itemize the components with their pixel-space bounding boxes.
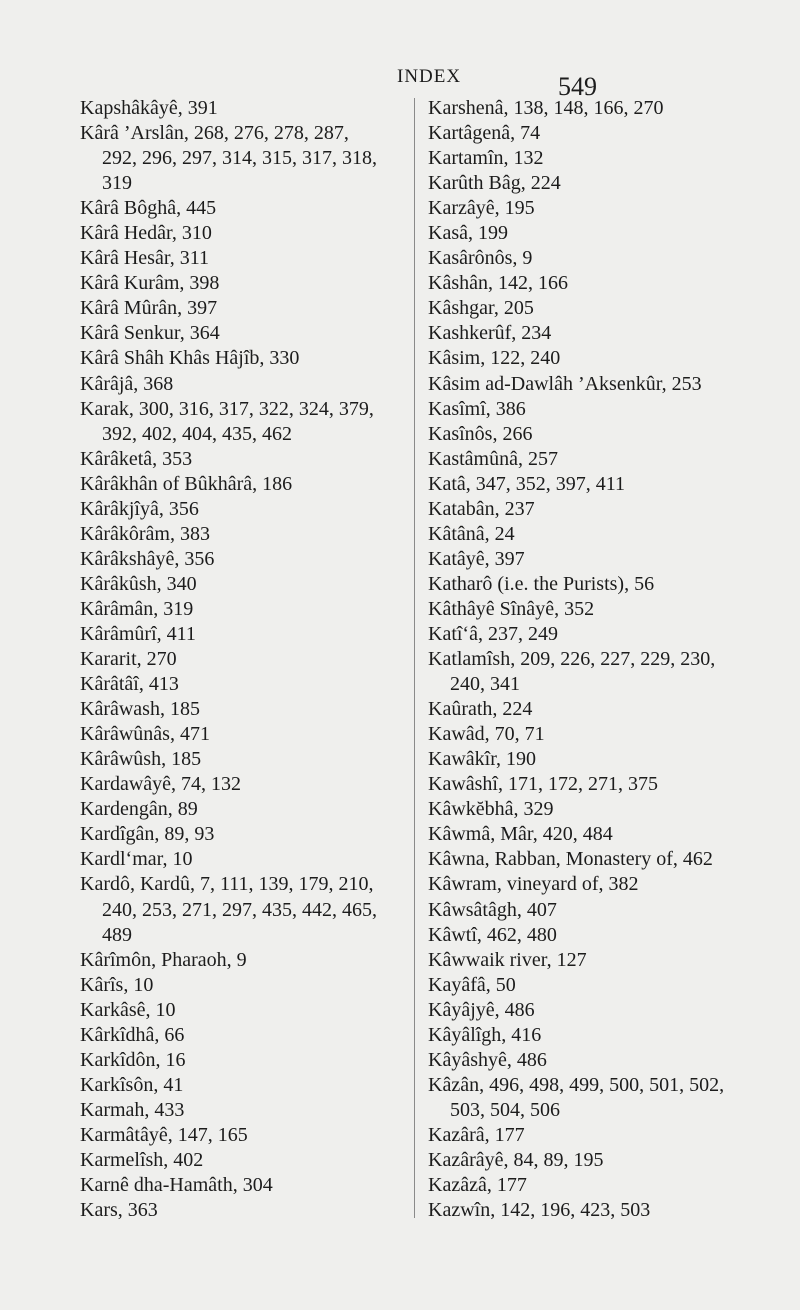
index-line: Kâsim, 122, 240 <box>428 347 561 370</box>
index-line: Kârâ Hesâr, 311 <box>80 247 209 270</box>
index-line: Kârâmûrî, 411 <box>80 622 196 645</box>
index-line: Kasâ, 199 <box>428 222 508 245</box>
index-line: Kâwtî, 462, 480 <box>428 923 557 946</box>
index-line: Kazâzâ, 177 <box>428 1174 527 1197</box>
index-line: Kârâmân, 319 <box>80 597 194 620</box>
index-line: Kârâkhân of Bûkhârâ, 186 <box>80 472 293 495</box>
index-line: Kâwwaik river, 127 <box>428 948 587 971</box>
index-line: Kâshgar, 205 <box>428 297 534 320</box>
running-title: INDEX <box>397 66 462 87</box>
index-line: Kartamîn, 132 <box>428 147 544 170</box>
index-line: Karnê dha-Hamâth, 304 <box>80 1174 273 1197</box>
index-line: Kars, 363 <box>80 1199 158 1222</box>
index-line: Karkâsê, 10 <box>80 998 176 1021</box>
index-line: Kardawâyê, 74, 132 <box>80 773 242 796</box>
index-line: Karmelîsh, 402 <box>80 1148 204 1171</box>
index-line: Kârâ Senkur, 364 <box>80 322 220 345</box>
index-line: Karshenâ, 138, 148, 166, 270 <box>428 97 664 119</box>
index-line: Kârâtâî, 413 <box>80 673 179 696</box>
index-line: Kasârônôs, 9 <box>428 247 533 270</box>
index-line: 240, 253, 271, 297, 435, 442, 465, <box>102 898 377 921</box>
index-line: Kâyâshyê, 486 <box>428 1048 547 1071</box>
index-line: Kârâ ’Arslân, 268, 276, 278, 287, <box>80 122 349 145</box>
index-column-left <box>80 96 410 1223</box>
index-line: Kartâgenâ, 74 <box>428 122 541 145</box>
index-line: Kârâwûsh, 185 <box>80 748 202 771</box>
index-line: Karzâyê, 195 <box>428 197 535 220</box>
index-line: Kazwîn, 142, 196, 423, 503 <box>428 1199 651 1222</box>
index-line: Kazârâyê, 84, 89, 195 <box>428 1148 604 1171</box>
index-line: Kâtânâ, 24 <box>428 522 515 545</box>
index-line: 292, 296, 297, 314, 315, 317, 318, <box>102 147 377 170</box>
page-number: 549 <box>558 72 597 101</box>
index-line: Karûth Bâg, 224 <box>428 172 561 195</box>
index-line: Kâwsâtâgh, 407 <box>428 898 557 921</box>
index-line: Kardengân, 89 <box>80 798 198 821</box>
index-line: Karmâtâyê, 147, 165 <box>80 1123 248 1146</box>
index-line: Kazârâ, 177 <box>428 1123 525 1146</box>
column-divider <box>414 98 415 1218</box>
index-line: Kâsim ad-Dawlâh ’Aksenkûr, 253 <box>428 372 702 395</box>
index-line: Kâwram, vineyard of, 382 <box>428 873 639 896</box>
index-line: Kardîgân, 89, 93 <box>80 823 215 846</box>
index-line: Kâwmâ, Mâr, 420, 484 <box>428 823 613 846</box>
index-line: Kârâkûsh, 340 <box>80 572 197 595</box>
index-line: Kârîs, 10 <box>80 973 154 996</box>
index-line: Kârâ Mûrân, 397 <box>80 297 218 320</box>
index-line: Kârâketâ, 353 <box>80 447 193 470</box>
index-line: Kârâwûnâs, 471 <box>80 723 210 746</box>
index-line: Kârâ Kurâm, 398 <box>80 272 220 295</box>
index-line: Kaûrath, 224 <box>428 698 533 721</box>
index-line: Kârâ Shâh Khâs Hâjîb, 330 <box>80 347 300 370</box>
index-line: Kârâwash, 185 <box>80 698 200 721</box>
index-line: Kâyâjyê, 486 <box>428 998 535 1021</box>
index-line: Katharô (i.e. the Purists), 56 <box>428 572 655 595</box>
index-line: Kârâ Bôghâ, 445 <box>80 197 217 220</box>
index-line: Kashkerûf, 234 <box>428 322 552 345</box>
index-line: Kârâkôrâm, 383 <box>80 522 210 545</box>
index-line: Kawâkîr, 190 <box>428 748 537 771</box>
index-line: Katâ, 347, 352, 397, 411 <box>428 472 626 495</box>
index-line: Kâyâlîgh, 416 <box>428 1023 542 1046</box>
index-line: Kardô, Kardû, 7, 111, 139, 179, 210, <box>80 873 374 896</box>
index-line: Kapshâkâyê, 391 <box>80 97 218 119</box>
index-line: Kawâd, 70, 71 <box>428 723 545 746</box>
index-line: Karkîdôn, 16 <box>80 1048 186 1071</box>
index-line: 240, 341 <box>450 673 520 696</box>
index-line: Kawâshî, 171, 172, 271, 375 <box>428 773 658 796</box>
index-line: 503, 504, 506 <box>450 1098 560 1121</box>
index-line: 392, 402, 404, 435, 462 <box>102 422 292 445</box>
index-line: Kastâmûnâ, 257 <box>428 447 558 470</box>
index-line: Karkîsôn, 41 <box>80 1073 184 1096</box>
index-column-right <box>428 96 773 1223</box>
index-line: Katlamîsh, 209, 226, 227, 229, 230, <box>428 648 716 671</box>
index-line: Kardl‘mar, 10 <box>80 848 193 871</box>
index-line: Kârîmôn, Pharaoh, 9 <box>80 948 247 971</box>
index-line: Kâzân, 496, 498, 499, 500, 501, 502, <box>428 1073 725 1096</box>
index-line: Kararit, 270 <box>80 648 177 671</box>
index-line: Kâshân, 142, 166 <box>428 272 568 295</box>
index-line: Kayâfâ, 50 <box>428 973 516 996</box>
index-line: Karak, 300, 316, 317, 322, 324, 379, <box>80 397 374 420</box>
index-line: Kâwna, Rabban, Monastery of, 462 <box>428 848 713 871</box>
index-line: Kârâkshâyê, 356 <box>80 547 215 570</box>
index-line: Kasînôs, 266 <box>428 422 533 445</box>
index-line: Katî‘â, 237, 249 <box>428 622 558 645</box>
index-line: 319 <box>102 172 132 195</box>
index-line: Kârâ Hedâr, 310 <box>80 222 212 245</box>
index-line: Kârâjâ, 368 <box>80 372 174 395</box>
index-line: Katâyê, 397 <box>428 547 525 570</box>
index-line: Karmah, 433 <box>80 1098 185 1121</box>
index-line: Kasîmî, 386 <box>428 397 526 420</box>
index-line: 489 <box>102 923 132 946</box>
index-line: Kâthâyê Sînâyê, 352 <box>428 597 595 620</box>
index-line: Kârkîdhâ, 66 <box>80 1023 185 1046</box>
index-line: Katabân, 237 <box>428 497 535 520</box>
index-line: Kâwkĕbhâ, 329 <box>428 798 554 821</box>
index-line: Kârâkjîyâ, 356 <box>80 497 199 520</box>
